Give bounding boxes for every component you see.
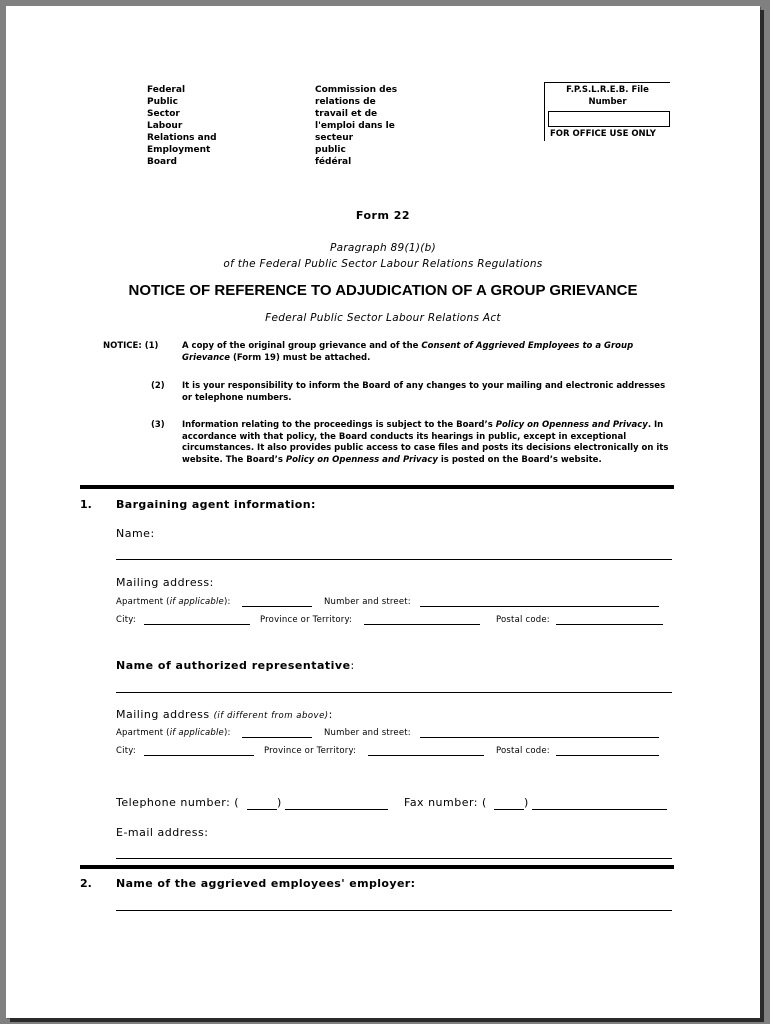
notice-label: NOTICE: (1): [103, 341, 159, 351]
apartment-label: Apartment (if applicable):: [116, 597, 231, 607]
apartment-field[interactable]: [242, 606, 312, 607]
office-use-label: FOR OFFICE USE ONLY: [550, 129, 656, 139]
board-name-french: Commission des relations de travail et de l'emploi dans le secteur public fédéral: [315, 85, 398, 167]
section-1-title: Bargaining agent information:: [116, 498, 316, 511]
notice-item-3: Information relating to the proceedings is subject to the Board’s Policy on Openness and Privacy. In accordance with that policy, the Board conducts its hearings in public, except in exceptional circumstances. It also provides public access to case files and posts its decisions electronically on its website. The Board’s Policy on Openness and Privacy is posted on the Board’s website.: [182, 420, 669, 465]
file-number-box: [544, 82, 670, 141]
fax-label: Fax number: (: [404, 796, 487, 809]
page-shadow-right: [760, 10, 764, 1022]
fax-area-code-field[interactable]: [494, 809, 524, 810]
telephone-number-field[interactable]: [285, 809, 388, 810]
regulation-reference: Paragraph 89(1)(b) of the Federal Public Sector Labour Relations Regulations: [223, 242, 543, 270]
name-label: Name:: [116, 527, 155, 540]
notice-number-3: (3): [151, 420, 165, 430]
file-number-label: F.P.S.L.R.E.B. File Number: [566, 85, 649, 107]
rep-postal-code-field[interactable]: [556, 755, 659, 756]
rep-province-field[interactable]: [368, 755, 484, 756]
telephone-label: Telephone number: (: [116, 796, 240, 809]
rep-province-label: Province or Territory:: [264, 746, 357, 756]
form-title: NOTICE OF REFERENCE TO ADJUDICATION OF A GROUP GRIEVANCE: [128, 282, 638, 299]
notice-item-2: It is your responsibility to inform the Board of any changes to your mailing and electronic addresses or telephone numbers.: [182, 381, 666, 403]
notice-item-1: A copy of the original group grievance and of the Consent of Aggrieved Employees to a Group Grievance (Form 19) must be attached.: [182, 341, 634, 363]
postal-code-field[interactable]: [556, 624, 663, 625]
city-field[interactable]: [144, 624, 250, 625]
page-shadow-bottom: [10, 1018, 764, 1022]
employer-name-field[interactable]: [116, 910, 672, 911]
form-page: [6, 6, 760, 1018]
rep-apartment-label: Apartment (if applicable):: [116, 728, 231, 738]
file-number-field[interactable]: [548, 111, 670, 127]
form-number: Form 22: [355, 209, 411, 222]
notice-number-2: (2): [151, 381, 165, 391]
rep-city-label: City:: [116, 746, 136, 756]
telephone-paren: ): [277, 796, 282, 809]
section-2-title: Name of the aggrieved employees' employer:: [116, 877, 416, 890]
city-label: City:: [116, 615, 136, 625]
telephone-area-code-field[interactable]: [247, 809, 277, 810]
province-field[interactable]: [364, 624, 480, 625]
fax-number-field[interactable]: [532, 809, 667, 810]
mailing-address-label: Mailing address:: [116, 576, 214, 589]
representative-field[interactable]: [116, 692, 672, 693]
section-1-number: 1.: [80, 498, 92, 511]
email-field[interactable]: [116, 858, 672, 859]
rep-city-field[interactable]: [144, 755, 254, 756]
street-field[interactable]: [420, 606, 659, 607]
rep-street-field[interactable]: [420, 737, 659, 738]
section-divider: [80, 485, 674, 489]
province-label: Province or Territory:: [260, 615, 353, 625]
rep-postal-code-label: Postal code:: [496, 746, 550, 756]
representative-mailing-label: Mailing address (if different from above):: [116, 708, 333, 721]
section-2-number: 2.: [80, 877, 92, 890]
street-label: Number and street:: [324, 597, 411, 607]
board-name-english: Federal Public Sector Labour Relations and Employment Board: [147, 85, 217, 167]
section-divider: [80, 865, 674, 869]
rep-apartment-field[interactable]: [242, 737, 312, 738]
postal-code-label: Postal code:: [496, 615, 550, 625]
fax-paren: ): [524, 796, 529, 809]
rep-street-label: Number and street:: [324, 728, 411, 738]
name-field[interactable]: [116, 559, 672, 560]
act-name: Federal Public Sector Labour Relations Act: [265, 312, 501, 324]
representative-label: Name of authorized representative:: [116, 659, 355, 672]
email-label: E-mail address:: [116, 826, 209, 839]
